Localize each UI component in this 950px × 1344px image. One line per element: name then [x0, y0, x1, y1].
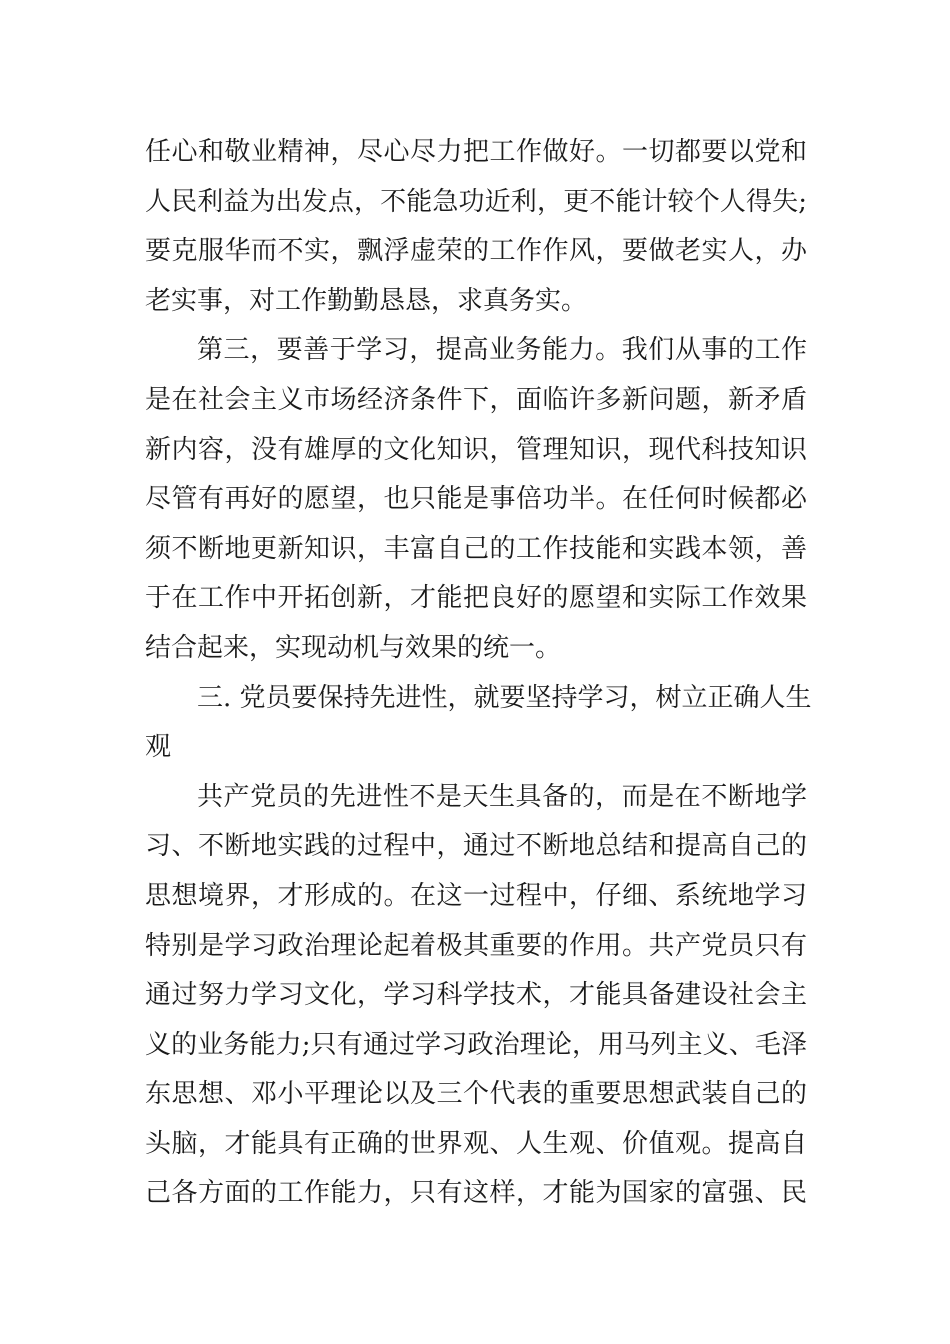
text-line: 义的业务能力;只有通过学习政治理论，用马列主义、毛泽 — [145, 1029, 807, 1060]
paragraph-start-line: 第三，要善于学习，提高业务能力。我们从事的工作 — [197, 335, 807, 366]
text-line: 思想境界，才形成的。在这一过程中，仔细、系统地学习 — [145, 880, 807, 911]
text-line: 要克服华而不实，飘浮虚荣的工作作风，要做老实人，办 — [145, 236, 807, 267]
text-line: 结合起来，实现动机与效果的统一。 — [145, 632, 562, 663]
text-line: 老实事，对工作勤勤恳恳，求真务实。 — [145, 285, 588, 316]
text-line: 须不断地更新知识，丰富自己的工作技能和实践本领，善 — [145, 533, 807, 564]
section-heading-line: 观 — [145, 732, 172, 763]
text-line: 人民利益为出发点，不能急功近利，更不能计较个人得失; — [145, 186, 807, 217]
text-line: 通过努力学习文化，学习科学技术，才能具备建设社会主 — [145, 980, 807, 1011]
text-line: 头脑，才能具有正确的世界观、人生观、价值观。提高自 — [145, 1128, 807, 1159]
paragraph-start-line: 共产党员的先进性不是天生具备的，而是在不断地学 — [197, 781, 807, 812]
text-line: 新内容，没有雄厚的文化知识，管理知识，现代科技知识 — [145, 434, 807, 465]
text-line: 尽管有再好的愿望，也只能是事倍功半。在任何时候都必 — [145, 484, 807, 515]
text-line: 于在工作中开拓创新，才能把良好的愿望和实际工作效果 — [145, 583, 807, 614]
section-heading-line: 三. 党员要保持先进性，就要坚持学习，树立正确人生 — [197, 682, 812, 713]
text-line: 东思想、邓小平理论以及三个代表的重要思想武装自己的 — [145, 1079, 807, 1110]
text-line: 己各方面的工作能力，只有这样，才能为国家的富强、民 — [145, 1178, 807, 1209]
text-line: 特别是学习政治理论起着极其重要的作用。共产党员只有 — [145, 930, 807, 961]
document-body — [145, 128, 812, 1219]
text-line: 习、不断地实践的过程中，通过不断地总结和提高自己的 — [145, 831, 807, 862]
text-line: 任心和敬业精神，尽心尽力把工作做好。一切都要以党和 — [145, 137, 807, 167]
text-line: 是在社会主义市场经济条件下，面临许多新问题，新矛盾 — [145, 384, 807, 415]
